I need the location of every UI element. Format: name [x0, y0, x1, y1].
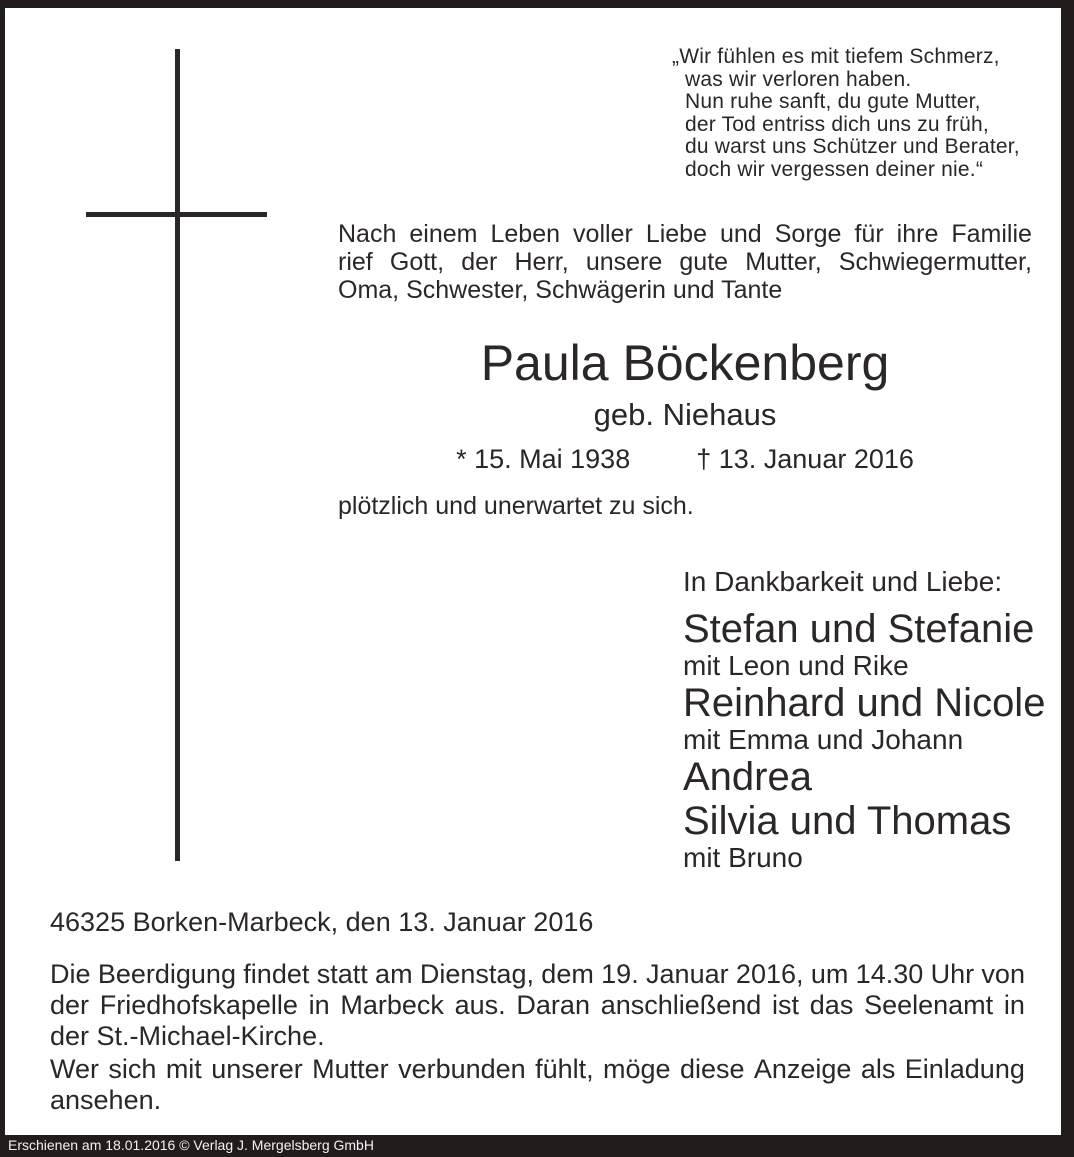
intro-paragraph: [338, 220, 1032, 304]
death-circumstance-line: plötzlich und unerwartet zu sich.: [338, 492, 694, 520]
obituary-card: [5, 8, 1061, 1135]
invitation-paragraph: [50, 1054, 1025, 1116]
mourners-heading: In Dankbarkeit und Liebe:: [683, 566, 1003, 597]
life-dates: [338, 442, 1032, 476]
maiden-name: geb. Niehaus: [593, 397, 777, 432]
mourner-group: [683, 799, 1045, 873]
mourner-children: mit Leon und Rike: [683, 650, 909, 681]
mourner-group: [683, 607, 1045, 681]
mourner-group: [683, 681, 1045, 755]
quote-line: du warst uns Schützer und Berater,: [685, 135, 1020, 159]
quote-line: der Tod entriss dich uns zu früh,: [685, 112, 989, 136]
quote-line: Nun ruhe sanft, du gute Mutter,: [685, 90, 981, 114]
funeral-line: der Friedhofskapelle in Marbeck aus. Daran anschließend ist das Seelenamt in: [50, 990, 1025, 1020]
funeral-line: der St.-Michael-Kirche.: [50, 1021, 325, 1051]
place-date-line: 46325 Borken-Marbeck, den 13. Januar 2016: [50, 907, 594, 937]
deceased-name: Paula Böckenberg: [480, 335, 890, 391]
mourner-names: Silvia und Thomas: [683, 799, 1012, 843]
mourner-children: mit Bruno: [683, 842, 803, 873]
intro-line: Nach einem Leben voller Liebe und Sorge für ihre Familie: [338, 220, 1032, 248]
mourner-names: Stefan und Stefanie: [683, 607, 1035, 651]
funeral-info-paragraph: [50, 959, 1025, 1052]
funeral-line: Die Beerdigung findet statt am Dienstag, dem 19. Januar 2016, um 14.30 Uhr von: [50, 959, 1025, 989]
invitation-line: ansehen.: [50, 1085, 162, 1115]
mourner-names: Reinhard und Nicole: [683, 681, 1046, 725]
memorial-quote: [672, 46, 1020, 182]
publication-footer: Erschienen am 18.01.2016 © Verlag J. Mergelsberg GmbH: [8, 1137, 374, 1153]
birth-date: * 15. Mai 1938: [456, 444, 631, 474]
mourner-names: Andrea: [683, 755, 812, 799]
invitation-line: Wer sich mit unserer Mutter verbunden fühlt, möge diese Anzeige als Einladung: [50, 1054, 1025, 1084]
mourners-list: [683, 565, 1045, 873]
cross-vertical-bar: [175, 49, 180, 861]
death-date: † 13. Januar 2016: [696, 444, 914, 474]
cross-horizontal-bar: [86, 212, 267, 217]
quote-line: doch wir vergessen deiner nie.“: [685, 157, 984, 181]
quote-line: was wir verloren haben.: [685, 67, 912, 91]
mourner-children: mit Emma und Johann: [683, 724, 964, 755]
intro-line: rief Gott, der Herr, unsere gute Mutter, Schwiegermutter,: [338, 248, 1032, 276]
funeral-details-section: [50, 907, 1025, 1118]
quote-line: „Wir fühlen es mit tiefem Schmerz,: [672, 45, 1000, 68]
intro-line: Oma, Schwester, Schwägerin und Tante: [338, 276, 783, 304]
mourner-group: [683, 755, 1045, 799]
